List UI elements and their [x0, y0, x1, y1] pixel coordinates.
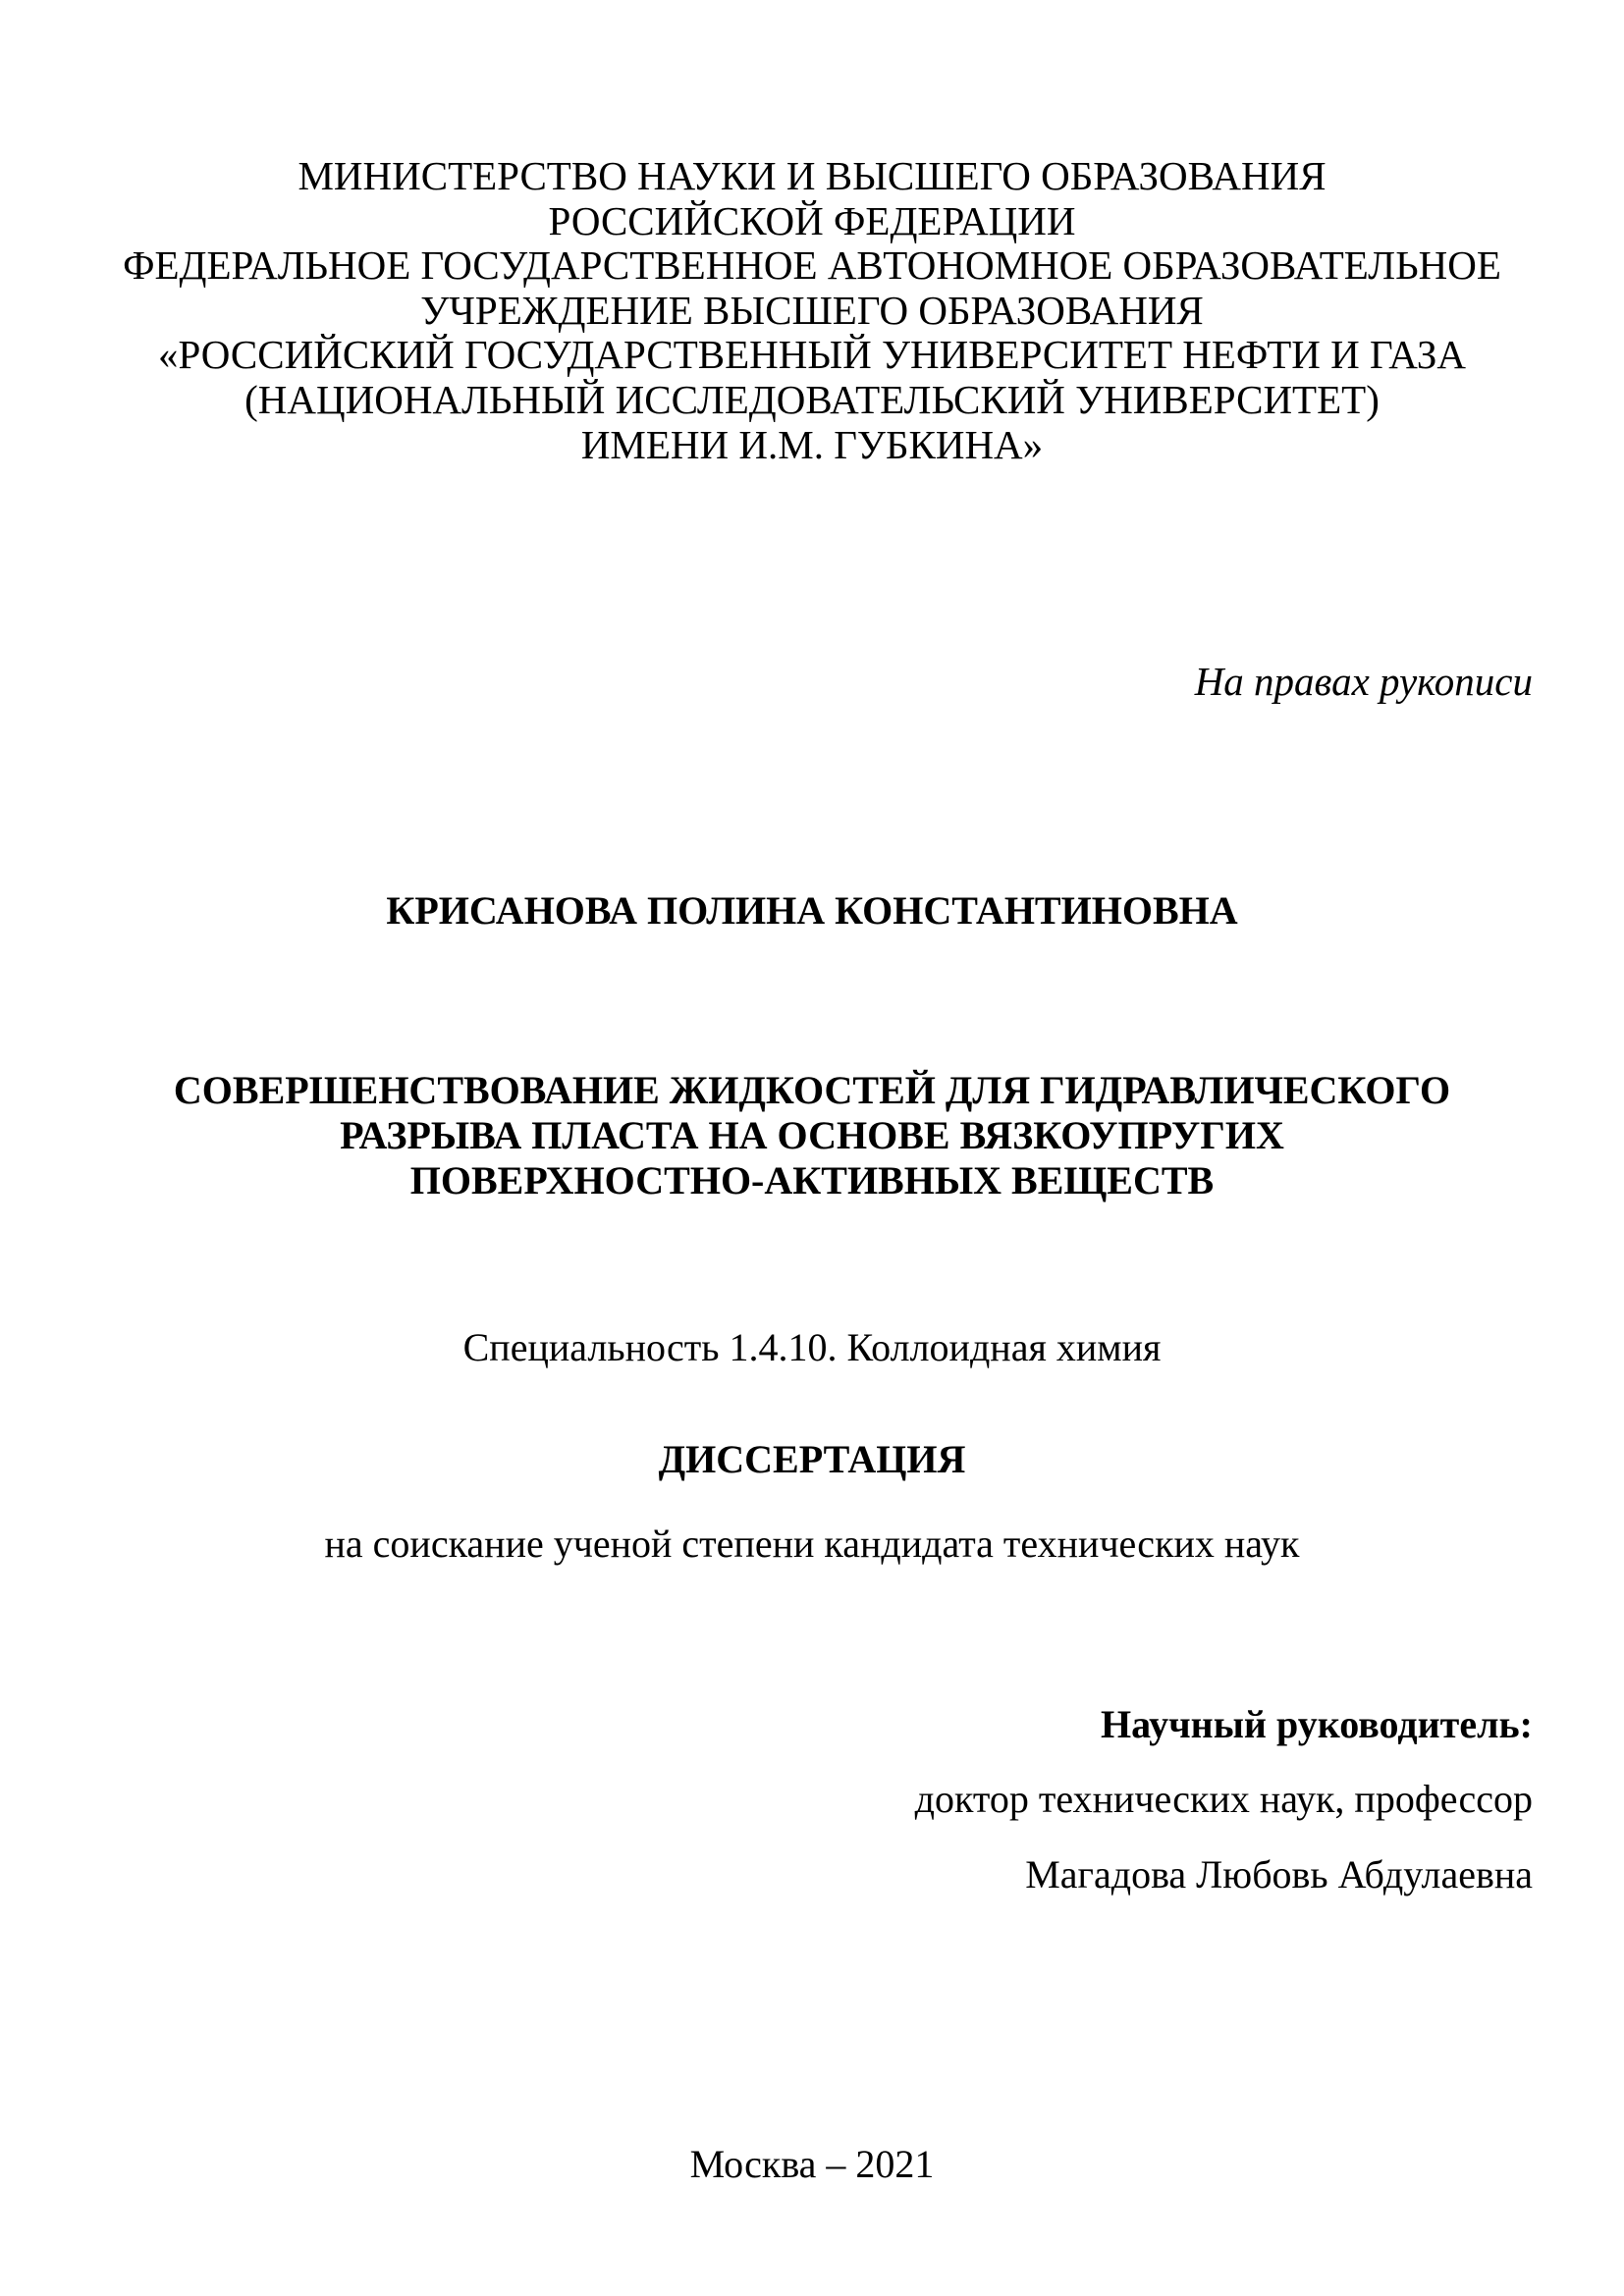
manuscript-note: На правах рукописи: [1194, 659, 1533, 704]
institution-header: [0, 154, 1624, 467]
title-line: ПОВЕРХНОСТНО-АКТИВНЫХ ВЕЩЕСТВ: [409, 1158, 1215, 1202]
title-line: РАЗРЫВА ПЛАСТА НА ОСНОВЕ ВЯЗКОУПРУГИХ: [340, 1113, 1284, 1157]
header-line: УЧРЕЖДЕНИЕ ВЫСШЕГО ОБРАЗОВАНИЯ: [420, 287, 1204, 333]
document-type: ДИССЕРТАЦИЯ: [658, 1437, 966, 1481]
author-name: КРИСАНОВА ПОЛИНА КОНСТАНТИНОВНА: [386, 888, 1238, 933]
header-line: (НАЦИОНАЛЬНЫЙ ИССЛЕДОВАТЕЛЬСКИЙ УНИВЕРСИТЕТ): [244, 376, 1380, 422]
supervisor-rank: доктор технических наук, профессор: [914, 1777, 1533, 1821]
supervisor-heading: Научный руководитель:: [1101, 1702, 1533, 1746]
header-line: МИНИСТЕРСТВО НАУКИ И ВЫСШЕГО ОБРАЗОВАНИЯ: [298, 153, 1326, 198]
title-line: СОВЕРШЕНСТВОВАНИЕ ЖИДКОСТЕЙ ДЛЯ ГИДРАВЛИЧЕСКОГО: [173, 1068, 1451, 1112]
header-line: РОССИЙСКОЙ ФЕДЕРАЦИИ: [548, 197, 1076, 243]
degree-statement: на соискание ученой степени кандидата технических наук: [324, 1522, 1300, 1566]
header-line: «РОССИЙСКИЙ ГОСУДАРСТВЕННЫЙ УНИВЕРСИТЕТ НЕФТИ И ГАЗА: [158, 332, 1466, 378]
supervisor-block: [915, 1701, 1533, 1927]
dissertation-title: [0, 1068, 1624, 1203]
header-line: ИМЕНИ И.М. ГУБКИНА»: [580, 421, 1044, 467]
place-year: Москва – 2021: [689, 2142, 935, 2186]
header-line: ФЕДЕРАЛЬНОЕ ГОСУДАРСТВЕННОЕ АВТОНОМНОЕ ОБРАЗОВАТЕЛЬНОЕ: [123, 242, 1501, 289]
specialty: Специальность 1.4.10. Коллоидная химия: [462, 1325, 1162, 1369]
supervisor-name: Магадова Любовь Абдулаевна: [1025, 1852, 1533, 1896]
